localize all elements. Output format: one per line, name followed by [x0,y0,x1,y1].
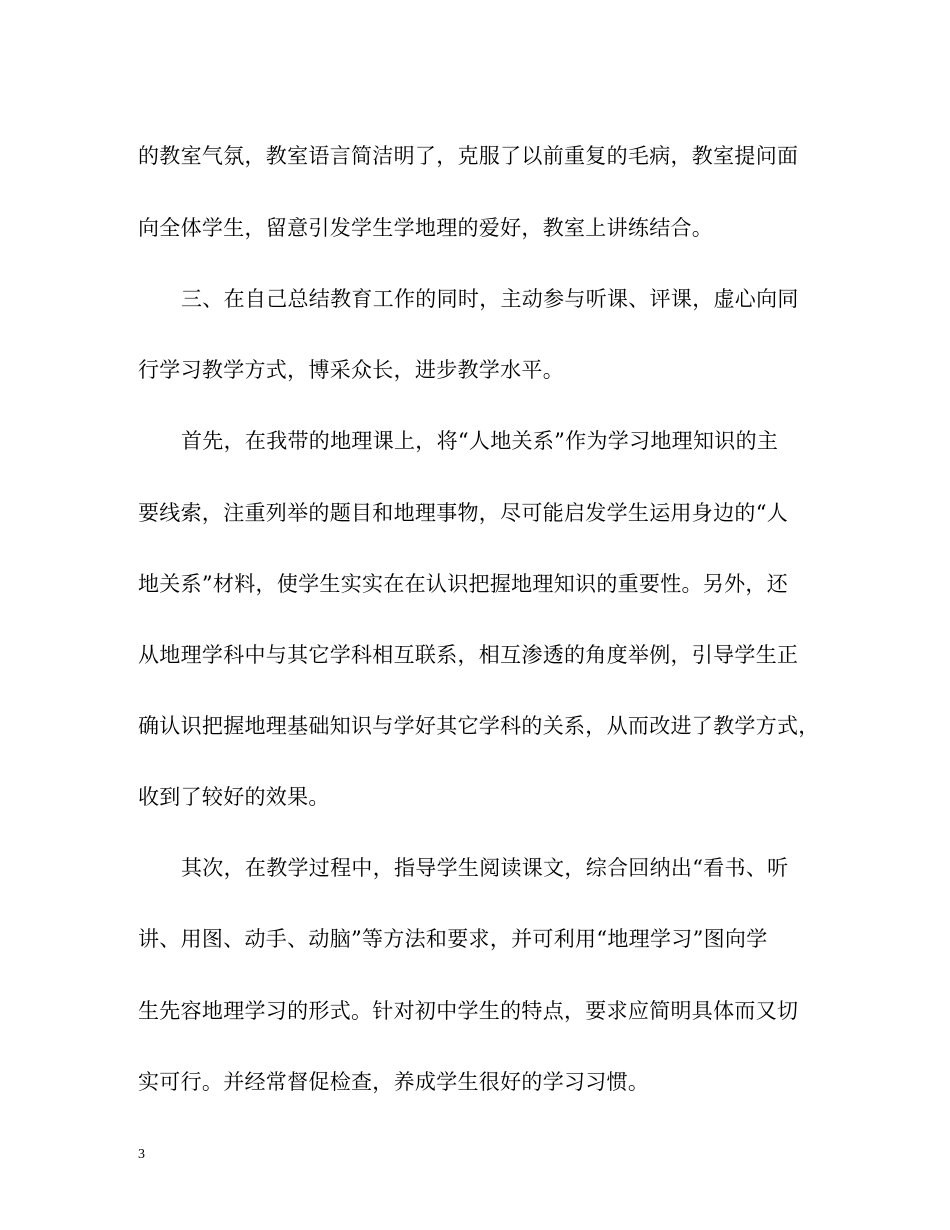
text-line: 的教室气氛，教室语言简洁明了，克服了以前重复的毛病，教室提问面 [138,144,799,168]
text-line: 地关系”材料，使学生实实在在认识把握地理知识的重要性。另外，还 [138,572,789,596]
text-line: 要线索，注重列举的题目和地理事物，尽可能启发学生运用身边的“人 [138,501,789,525]
text-line: 从地理学科中与其它学科相互联系，相互渗透的角度举例，引导学生正 [138,643,799,667]
text-line: 向全体学生，留意引发学生学地理的爱好，教室上讲练结合。 [138,216,714,240]
text-line: 收到了较好的效果。 [138,785,330,809]
text-line: 行学习教学方式，博采众长，进步教学水平。 [138,358,564,382]
text-line: 三、在自己总结教育工作的同时，主动参与听课、评课，虚心向同 [181,287,799,311]
text-line: 生先容地理学习的形式。针对初中学生的特点，要求应简明具体而又切 [138,999,799,1023]
text-line: 实可行。并经常督促检查，养成学生很好的学习习惯。 [138,1070,650,1094]
text-line: 讲、用图、动手、动脑”等方法和要求，并可利用“地理学习”图向学 [138,927,768,951]
text-line: 确认识把握地理基础知识与学好其它学科的关系，从而改进了教学方式， [138,714,820,738]
page-number: 3 [138,1147,145,1162]
text-line: 其次，在教学过程中，指导学生阅读课文，综合回纳出“看书、听 [181,856,789,880]
text-line: 首先，在我带的地理课上，将“人地关系”作为学习地理知识的主 [181,429,779,453]
